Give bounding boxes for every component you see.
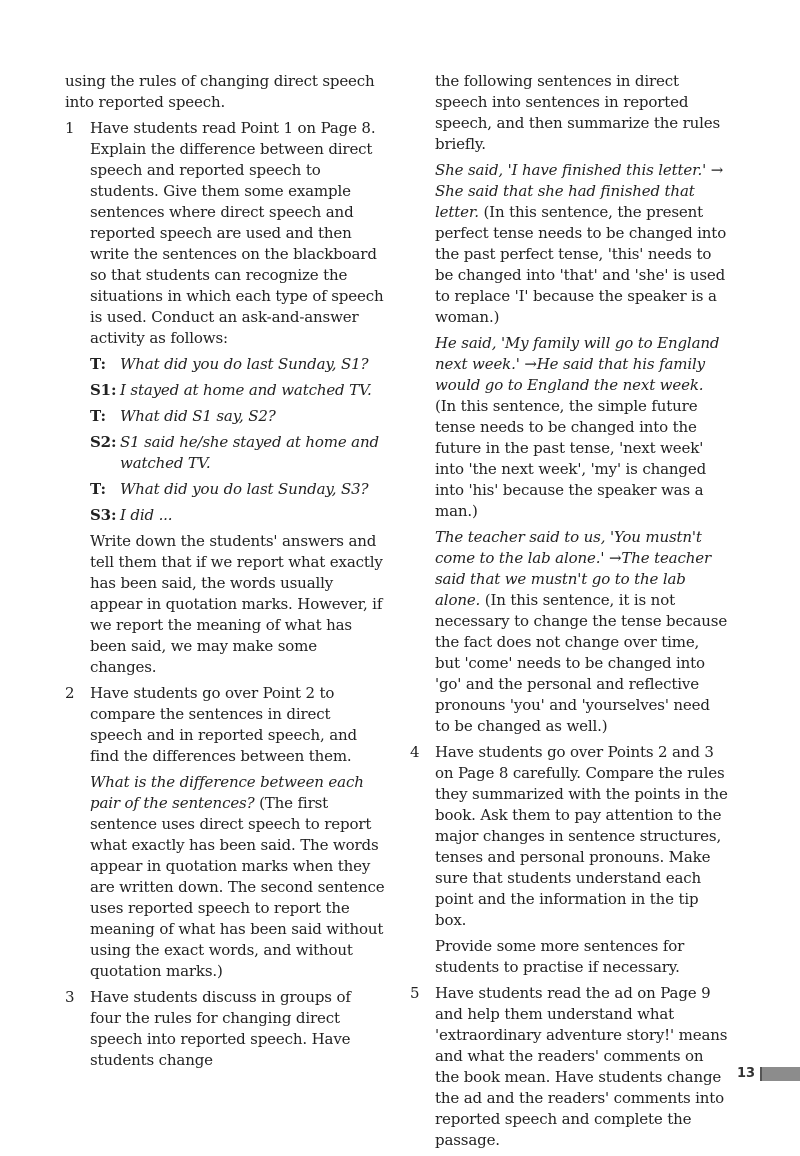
- right-column: [410, 71, 728, 1156]
- example-sentence: She said, 'I have finished this letter.' → She said that she had finished that letter.: [435, 161, 724, 221]
- item-followup: Write down the students' answers and tell them that if we report what exactly has been said, the words usually appear in quotation marks. However, if we report the meaning of what has been said, we may make some changes.: [90, 532, 383, 676]
- item-number: 4: [410, 743, 420, 761]
- example-paragraph: [410, 160, 728, 328]
- left-column: [65, 71, 385, 1076]
- dialogue-line: [90, 380, 385, 401]
- dialogue-line: [90, 354, 385, 375]
- dialogue-line: [90, 479, 385, 500]
- item-text: Have students discuss in groups of four the rules for changing direct speech into reported speech. Have students change: [90, 988, 351, 1069]
- item-number: 2: [65, 684, 75, 702]
- page-number: 13: [737, 1066, 756, 1081]
- dialogue-text: S1 said he/she stayed at home and watched TV.: [120, 433, 379, 472]
- dialogue-speaker: T:: [90, 355, 106, 373]
- dialogue-line: [90, 406, 385, 427]
- dialogue-text: What did S1 say, S2?: [120, 407, 276, 425]
- dialogue-speaker: S1:: [90, 381, 117, 399]
- item-number: 5: [410, 984, 420, 1002]
- dialogue-speaker: S3:: [90, 506, 117, 524]
- dialogue-line: [90, 432, 385, 474]
- dialogue-text: What did you do last Sunday, S1?: [120, 355, 369, 373]
- item-text: Have students read the ad on Page 9 and help them understand what 'extraordinary adventure story!' means and what the readers' comments on the book mean. Have students change the ad and the readers' comments into reported speech and complete the passage.: [435, 984, 728, 1149]
- list-item-5: [410, 983, 728, 1151]
- example-paragraph: [410, 527, 728, 737]
- item-text: Have students go over Point 2 to compare the sentences in direct speech and in reported speech, and find the differences between them.: [90, 684, 357, 765]
- item-number: 1: [65, 119, 75, 137]
- example-sentence: He said, 'My family will go to England next week.' →He said that his family would go to England the next week.: [435, 334, 720, 394]
- dialogue-line: [90, 505, 385, 526]
- item-answer: (The first sentence uses direct speech to report what exactly has been said. The words appear in quotation marks when they are written down. The second sentence uses reported speech to report the meaning of what has been said without using the exact words, and without quotation marks.): [90, 794, 385, 980]
- dialogue-text: I stayed at home and watched TV.: [120, 381, 372, 399]
- dialogue-text: What did you do last Sunday, S3?: [120, 480, 369, 498]
- continuation-paragraph: the following sentences in direct speech into sentences in reported speech, and then summarize the rules briefly.: [435, 72, 721, 153]
- example-note: (In this sentence, the present perfect tense needs to be changed into the past perfect tense, 'this' needs to be changed into 'that' and 'she' is used to replace 'I' because the speaker is a woman.): [435, 203, 727, 326]
- item-text: Have students go over Points 2 and 3 on Page 8 carefully. Compare the rules they summarized with the points in the book. Ask them to pay attention to the major changes in sentence structures, tenses and personal pronouns. Make sure that students understand each point and the information in the tip box.: [435, 743, 728, 929]
- list-item-4: [410, 742, 728, 978]
- item-extra: Provide some more sentences for students to practise if necessary.: [435, 937, 685, 976]
- intro-paragraph: using the rules of changing direct speech into reported speech.: [65, 72, 375, 111]
- dialogue-speaker: T:: [90, 407, 106, 425]
- dialogue-speaker: T:: [90, 480, 106, 498]
- list-item-2: [65, 683, 385, 982]
- example-note: (In this sentence, the simple future tense needs to be changed into the future in the past tense, 'next week' into 'the next week', 'my' is changed into 'his' because the speaker was a man.): [435, 397, 707, 520]
- example-note: (In this sentence, it is not necessary to change the tense because the fact does not change over time, but 'come' needs to be changed into 'go' and the personal and reflective pronouns 'you' and 'yourselves' need to be changed as well.): [435, 591, 728, 735]
- list-item-3: [65, 987, 385, 1071]
- item-question-paragraph: [90, 772, 385, 982]
- list-item-1: [65, 118, 385, 349]
- example-sentence: The teacher said to us, 'You mustn't come to the lab alone.' →The teacher said that we mustn't go to the lab alone.: [435, 528, 711, 609]
- dialogue-speaker: S2:: [90, 433, 117, 451]
- item-question: What is the difference between each pair of the sentences?: [90, 773, 364, 812]
- page-number-tick: [760, 1067, 762, 1081]
- item-text: Have students read Point 1 on Page 8. Explain the difference between direct speech and reported speech to students. Give them some example sentences where direct speech and reported speech are used and then write the sentences on the blackboard so that students can recognize the situations in which each type of speech is used. Conduct an ask-and-answer activity as follows:: [90, 119, 384, 347]
- item-number: 3: [65, 988, 75, 1006]
- dialogue-text: I did ...: [120, 506, 173, 524]
- example-paragraph: [410, 333, 728, 522]
- page-number-bar: [760, 1067, 800, 1081]
